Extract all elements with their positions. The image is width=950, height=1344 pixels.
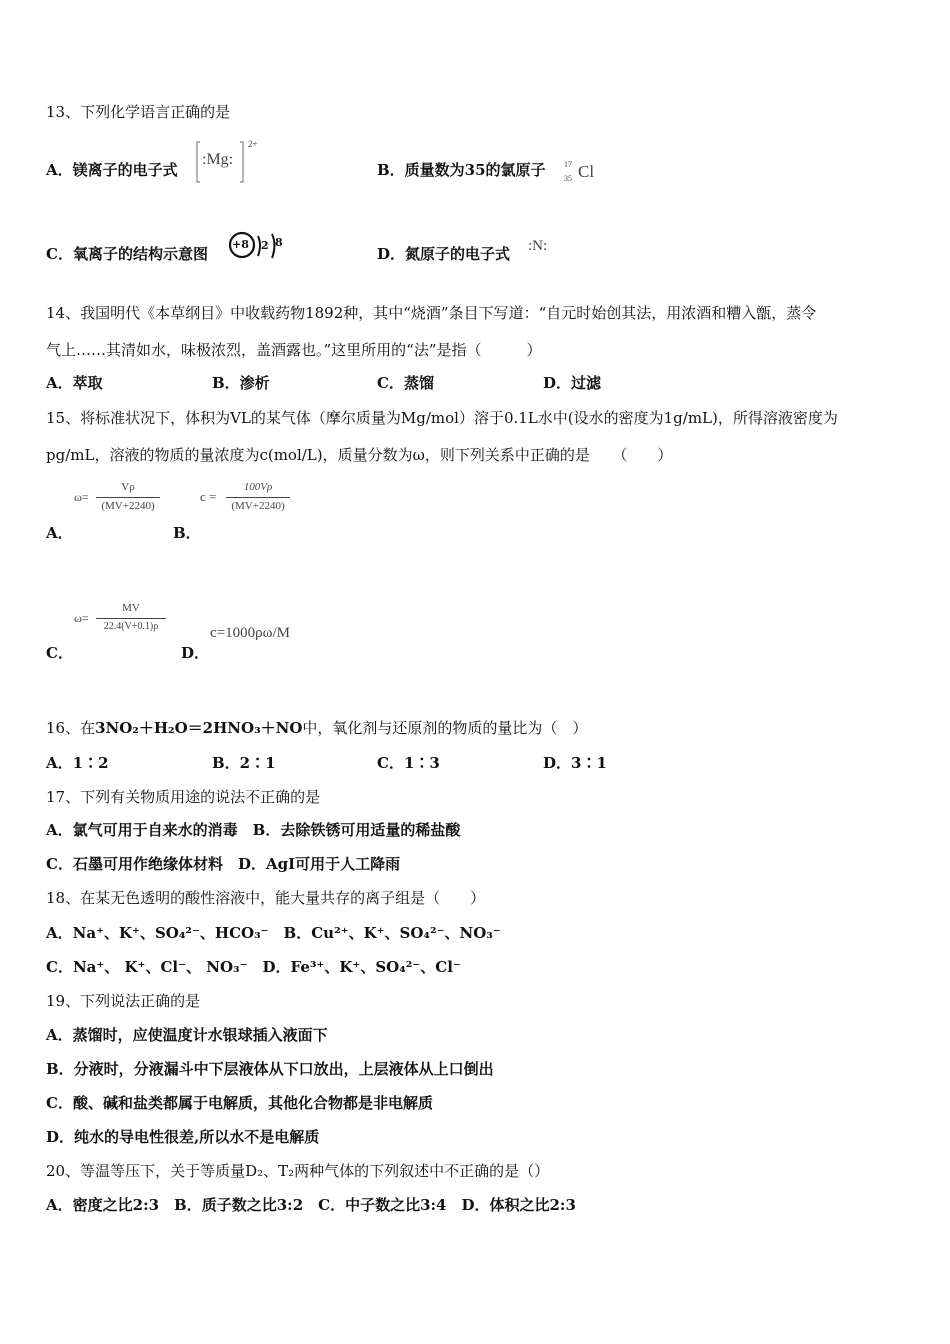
q14-option-b: B．渗析 bbox=[212, 374, 270, 392]
q13-chlorine-symbol: Cl bbox=[578, 162, 595, 181]
q15-formula-b bbox=[200, 481, 300, 518]
q16-option-b: B．2∶1 bbox=[212, 754, 276, 772]
q19-option-c: C．酸、碱和盐类都属于电解质，其他化合物都是非电解质 bbox=[46, 1094, 433, 1112]
q13-option-d-label: D．氮原子的电子式 bbox=[377, 245, 511, 263]
q15-formula-a-denominator: (MV+2240) bbox=[101, 500, 155, 512]
q16-option-c: C．1∶3 bbox=[377, 754, 440, 772]
q15-label-d: D． bbox=[181, 644, 210, 662]
q15-label-a: A． bbox=[46, 524, 73, 542]
q16-stem-prefix: 16、在 bbox=[46, 719, 96, 737]
q15-stem-line-1: 15、将标准状况下，体积为VL的某气体（摩尔质量为Mg/mol）溶于0.1L水中(设水的密度为1g/mL)，所得溶液密度为 bbox=[46, 409, 838, 427]
q17-options-cd: C．石墨可用作绝缘体材料 D．AgI可用于人工降雨 bbox=[46, 855, 401, 873]
q13-option-a-label: A．镁离子的电子式 bbox=[46, 161, 178, 179]
q14-option-d: D．过滤 bbox=[543, 374, 602, 392]
q20-stem: 20、等温等压下，关于等质量D₂、T₂两种气体的下列叙述中不正确的是（） bbox=[46, 1162, 550, 1180]
q13-mg-formula: :Mg: bbox=[202, 151, 234, 168]
q15-formula-c-bar bbox=[96, 618, 166, 619]
q16-stem bbox=[46, 718, 587, 738]
q16-equation: 3NO₂＋H₂O＝2HNO₃＋NO bbox=[95, 719, 303, 737]
q17-options-ab: A．氯气可用于自来水的消毒 B．去除铁锈可用适量的稀盐酸 bbox=[46, 821, 461, 839]
q15-formula-a-bar bbox=[96, 497, 160, 498]
q16-option-d: D．3∶1 bbox=[543, 754, 607, 772]
q13-option-c-label: C．氧离子的结构示意图 bbox=[46, 245, 208, 263]
q15-formula-c-denominator: 22.4(V+0.1)ρ bbox=[103, 621, 159, 632]
q15-label-c: C． bbox=[46, 644, 73, 662]
q13-stem: 13、下列化学语言正确的是 bbox=[46, 103, 231, 121]
q15-formula-b-bar bbox=[226, 497, 290, 498]
q15-formula-a bbox=[74, 481, 164, 518]
q14-stem-line-1: 14、我国明代《本草纲目》中收载药物1892种，其中“烧酒”条目下写道：“自元时始创其法，用浓酒和糟入甑，蒸令 bbox=[46, 304, 817, 322]
q19-option-a: A．蒸馏时，应使温度计水银球插入液面下 bbox=[46, 1026, 328, 1044]
q20-options: A．密度之比2:3 B．质子数之比3:2 C．中子数之比3:4 D．体积之比2:3 bbox=[46, 1196, 576, 1214]
q15-formula-c-numerator: MV bbox=[122, 602, 140, 614]
q18-stem: 18、在某无色透明的酸性溶液中，能大量共存的离子组是（ ） bbox=[46, 889, 486, 907]
q16-stem-suffix: 中，氧化剂与还原剂的物质的量比为（ ） bbox=[302, 719, 588, 737]
q14-option-a: A．萃取 bbox=[46, 374, 103, 392]
q15-stem-line-2: pg/mL，溶液的物质的量浓度为c(mol/L)，质量分数为ω，则下列关系中正确的是 （ ） bbox=[46, 446, 673, 464]
q14-option-c: C．蒸馏 bbox=[377, 374, 434, 392]
q19-option-b: B．分液时，分液漏斗中下层液体从下口放出，上层液体从上口倒出 bbox=[46, 1060, 494, 1078]
q15-formula-c bbox=[74, 602, 174, 639]
q19-stem: 19、下列说法正确的是 bbox=[46, 992, 201, 1010]
q13-chlorine-atomic: 35 bbox=[564, 174, 572, 183]
q15-formula-a-prefix: ω= bbox=[74, 490, 89, 504]
q15-label-b: B． bbox=[173, 524, 201, 542]
q15-formula-b-prefix: c = bbox=[200, 489, 217, 504]
q13-mg-charge: 2+ bbox=[248, 139, 258, 149]
q15-formula-b-numerator: 100Vρ bbox=[243, 481, 273, 493]
q15-formula-d: c=1000ρω/M bbox=[210, 625, 290, 641]
q16-option-a: A．1∶2 bbox=[46, 754, 109, 772]
q13-chlorine-mass: 17 bbox=[564, 160, 572, 169]
q15-formula-c-prefix: ω= bbox=[74, 611, 89, 625]
q17-stem: 17、下列有关物质用途的说法不正确的是 bbox=[46, 788, 321, 806]
q15-formula-a-numerator: Vρ bbox=[121, 481, 135, 493]
q19-option-d: D．纯水的导电性很差,所以水不是电解质 bbox=[46, 1128, 320, 1146]
q13-nitrogen-formula: :N: bbox=[528, 238, 548, 254]
q13-chlorine-nuclide bbox=[564, 158, 604, 188]
q18-options-cd: C．Na⁺、 K⁺、Cl⁻、 NO₃⁻ D．Fe³⁺、K⁺、SO₄²⁻、Cl⁻ bbox=[46, 958, 461, 976]
q13-oxygen-ion-diagram bbox=[228, 230, 288, 266]
q13-nucleus-charge: +8 bbox=[232, 238, 249, 251]
q18-options-ab: A．Na⁺、K⁺、SO₄²⁻、HCO₃⁻ B．Cu²⁺、K⁺、SO₄²⁻、NO₃⁻ bbox=[46, 924, 501, 942]
q15-formula-b-denominator: (MV+2240) bbox=[231, 500, 285, 512]
q13-shell-1: 2 bbox=[261, 239, 269, 252]
q14-stem-line-2: 气上……其清如水，味极浓烈，盖酒露也。”这里所用的“法”是指（ ） bbox=[46, 341, 542, 359]
q13-option-b-label: B．质量数为35的氯原子 bbox=[377, 161, 546, 179]
q13-option-a-electron-formula bbox=[196, 139, 258, 184]
q13-shell-2: 8 bbox=[275, 236, 283, 249]
